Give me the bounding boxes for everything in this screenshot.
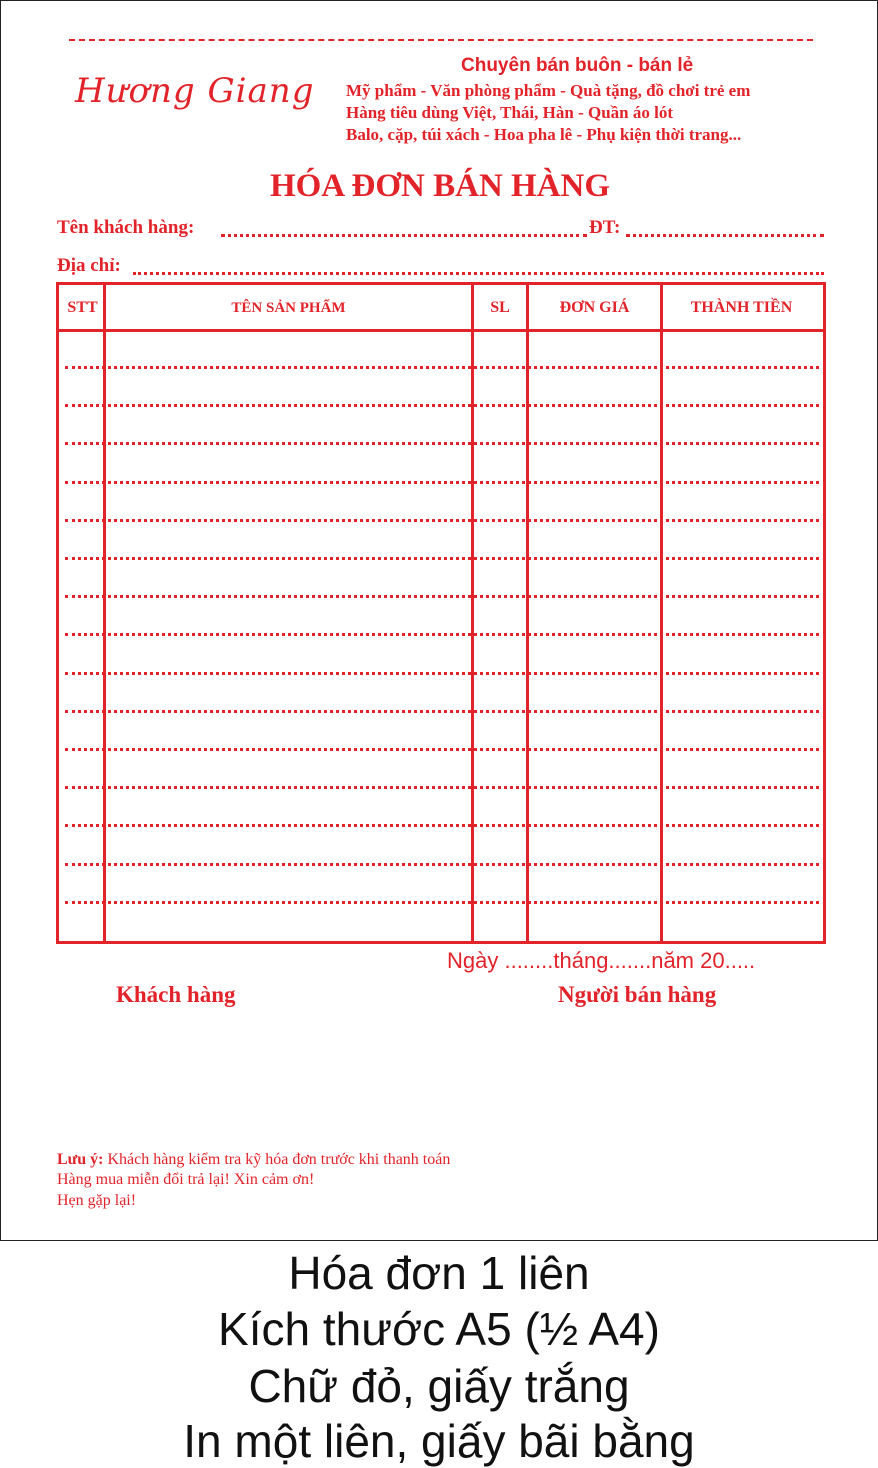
item-row-line[interactable]	[65, 557, 819, 560]
item-row-line[interactable]	[65, 710, 819, 713]
column-divider	[103, 285, 106, 941]
shop-tagline: Chuyên bán buôn - bán lẻ	[461, 55, 694, 76]
note-line-2: Hàng mua miễn đổi trả lại! Xin cảm ơn!	[57, 1171, 315, 1188]
header-unit-price: ĐƠN GIÁ	[559, 299, 630, 316]
header-stt: STT	[67, 299, 98, 316]
shop-line-2: Hàng tiêu dùng Việt, Thái, Hàn - Quần áo lót	[346, 103, 674, 122]
shop-line-3: Balo, cặp, túi xách - Hoa pha lê - Phụ kiện thời trang...	[346, 125, 742, 144]
item-row-line[interactable]	[65, 901, 819, 904]
caption-line-3: Chữ đỏ, giấy trắng	[248, 1360, 630, 1412]
item-row-line[interactable]	[65, 672, 819, 675]
header-divider	[59, 329, 823, 332]
note-line-3: Hẹn gặp lại!	[57, 1192, 137, 1209]
item-row-line[interactable]	[65, 786, 819, 789]
item-row-line[interactable]	[65, 863, 819, 866]
customer-name-field[interactable]	[221, 234, 587, 237]
shop-line-1: Mỹ phẩm - Văn phòng phẩm - Quà tặng, đồ chơi trẻ em	[346, 81, 751, 100]
item-row-line[interactable]	[65, 481, 819, 484]
column-divider	[526, 285, 529, 941]
item-row-line[interactable]	[65, 595, 819, 598]
phone-field[interactable]	[626, 234, 824, 237]
date-line: Ngày ........tháng.......năm 20.....	[447, 948, 756, 973]
item-row-line[interactable]	[65, 519, 819, 522]
caption-line-4: In một liên, giấy bãi bằng	[183, 1415, 695, 1467]
note-label: Lưu ý:	[57, 1151, 104, 1168]
column-divider	[660, 285, 663, 941]
item-row-line[interactable]	[65, 824, 819, 827]
note-line-1	[57, 1151, 450, 1169]
item-row-line[interactable]	[65, 366, 819, 369]
seller-signature-label: Người bán hàng	[558, 982, 717, 1007]
item-row-line[interactable]	[65, 404, 819, 407]
column-divider	[471, 285, 474, 941]
address-label: Địa chỉ:	[57, 255, 121, 276]
note-text-1: Khách hàng kiểm tra kỹ hóa đơn trước khi thanh toán	[103, 1151, 451, 1168]
header-quantity: SL	[490, 299, 510, 316]
address-field[interactable]	[133, 272, 824, 275]
shop-logo: Hương Giang	[75, 71, 315, 111]
caption-line-2: Kích thước A5 (½ A4)	[218, 1303, 660, 1355]
phone-label: ĐT:	[589, 217, 621, 238]
invoice-title: HÓA ĐƠN BÁN HÀNG	[269, 168, 611, 204]
item-row-line[interactable]	[65, 633, 819, 636]
customer-name-label: Tên khách hàng:	[57, 217, 195, 238]
item-row-line[interactable]	[65, 748, 819, 751]
caption-line-1: Hóa đơn 1 liên	[288, 1247, 590, 1299]
item-row-line[interactable]	[65, 442, 819, 445]
items-table	[56, 282, 826, 944]
header-total: THÀNH TIỀN	[690, 299, 793, 316]
header-product-name: TÊN SẢN PHẨM	[231, 300, 346, 316]
customer-signature-label: Khách hàng	[116, 982, 236, 1007]
top-dashed-divider	[69, 39, 813, 41]
